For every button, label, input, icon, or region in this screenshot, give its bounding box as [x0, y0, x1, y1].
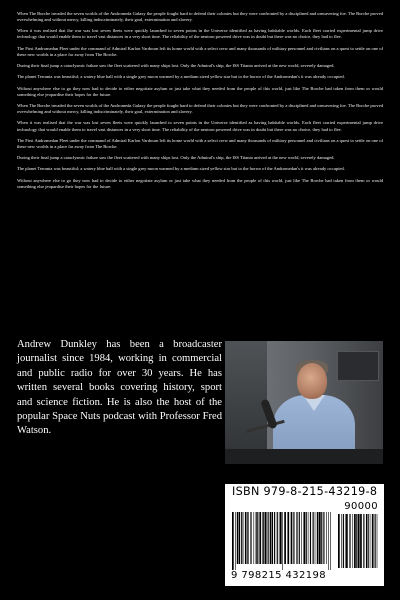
isbn-barcode [225, 484, 384, 586]
barcode-bar [254, 512, 255, 564]
barcode-bar [274, 512, 275, 564]
barcode-bar [346, 514, 348, 568]
barcode-bar [308, 512, 309, 564]
barcode-bar [315, 512, 316, 564]
barcode-bar [313, 512, 314, 564]
barcode-bar [256, 512, 257, 564]
barcode-bar [352, 514, 353, 568]
blurb-paragraph: When The Borche invaded the seven worlds of the Andromeda Galaxy the people fought hard to defend their colonies but they were confronted by a disciplined and unwavering foe. The Borche proved overwhelming and without mercy, killing indiscriminately, their goal, extermination and slavery. [17, 11, 383, 23]
barcode-bar [272, 512, 273, 564]
barcode-bar [291, 512, 293, 564]
blurb-paragraph: During their final jump a cataclysmic failure saw the fleet scattered with many ships lost. Only the Admiral's ship, the ISS Titania arrived at the new world, severely damaged. [17, 155, 335, 161]
barcode-bar [375, 514, 376, 568]
ean-barcode-bars [232, 512, 332, 570]
barcode-bar [356, 514, 357, 568]
barcode-bar [319, 512, 321, 564]
barcode-bar [354, 514, 356, 568]
barcode-bar [245, 512, 246, 564]
barcode-bar [241, 512, 242, 564]
barcode-bar [360, 514, 362, 568]
barcode-bar [277, 512, 278, 564]
price-addon-number: 90000 [344, 501, 378, 512]
barcode-bar [232, 512, 234, 570]
blurb-paragraph: The planet Terrania was beautiful; a watery blue ball with a single grey moon warmed by a medium sized yellow star but to the horror of the Andromedan's it was already occupied. [17, 166, 345, 172]
author-bio: Andrew Dunkley has been a broadcaster journalist since 1984, working in commercial and public radio for over 30 years. He has written several books covering history, sport and science fiction. He is also the host of the popular Space Nuts podcast with Professor Fred Watson. [17, 339, 222, 437]
barcode-bar [345, 514, 346, 568]
barcode-bar [280, 512, 282, 564]
photo-desk [225, 449, 383, 464]
barcode-bar [341, 514, 342, 568]
barcode-bar [257, 512, 258, 564]
barcode-bar [293, 512, 294, 564]
blurb-paragraph: Without anywhere else to go they now had to decide to either negotiate asylum or just take what they needed from the people of this world, just like The Borche had taken from them or would something else jeopardise their hopes for the future. [17, 85, 383, 97]
addon-barcode-bars [338, 514, 378, 574]
barcode-bar [250, 512, 251, 564]
photo-head [297, 363, 327, 399]
barcode-bar [235, 512, 236, 570]
blurb-paragraph: The First Andromedan Fleet under the command of Admiral Karlon Vardourn left its home world with a select crew and many thousands of military personnel and civilians on a quest to settle on one of these new worlds in a place far away from The Borche. [17, 45, 383, 57]
barcode-bar [270, 512, 272, 564]
barcode-bar [358, 514, 360, 568]
barcode-bar [282, 512, 283, 570]
barcode-bar [268, 512, 269, 564]
photo-monitor [337, 351, 379, 381]
barcode-bar [297, 512, 298, 564]
blurb-paragraph: Without anywhere else to go they now had to decide to either negotiate asylum or just take what they needed from the people of this world, just like The Borche had taken from them or would something else jeopardise their hopes for the future. [17, 177, 383, 189]
barcode-bar [306, 512, 307, 564]
barcode-bar [317, 512, 319, 564]
barcode-bar [303, 512, 305, 564]
blurb-paragraph: During their final jump a cataclysmic failure saw the fleet scattered with many ships lost. Only the Admiral's ship, the ISS Titania arrived at the new world, severely damaged. [17, 63, 335, 69]
barcode-bar [259, 512, 261, 564]
blurb-paragraph: When it was realised that the war was lost seven fleets were quickly launched to seven points in the Universe identified as having habitable worlds. Each fleet carried experimental jump drive technology that would enable them to travel vast distances in a very short time. The reliability of the neutron powered drive was in doubt but there was no choice, they had to flee. [17, 28, 383, 40]
blurb-paragraph: When The Borche invaded the seven worlds of the Andromeda Galaxy the people fought hard to defend their colonies but they were confronted by a disciplined and unwavering foe. The Borche proved overwhelming and without mercy, killing indiscriminately, their goal, extermination and slavery. [17, 103, 383, 115]
barcode-bar [323, 512, 324, 564]
barcode-bar [247, 512, 248, 564]
barcode-bar [372, 514, 374, 568]
barcode-bar [301, 512, 302, 564]
barcode-bar [326, 512, 327, 564]
barcode-bar [370, 514, 371, 568]
barcode-digits: 9 798215 432198 [231, 570, 327, 581]
barcode-bar [287, 512, 289, 564]
barcode-bar [296, 512, 297, 564]
barcode-bar [284, 512, 286, 564]
barcode-bar [343, 514, 344, 568]
barcode-bar [330, 512, 331, 570]
barcode-bar [349, 514, 350, 568]
barcode-bar [248, 512, 249, 564]
barcode-bar [251, 512, 252, 564]
barcode-bar [377, 514, 378, 568]
barcode-bar [237, 512, 239, 564]
barcode-bar [363, 514, 364, 568]
author-photo [225, 341, 383, 464]
barcode-bar [279, 512, 280, 564]
barcode-bar [338, 514, 340, 568]
barcode-bar [350, 514, 351, 568]
blurb-paragraph: The First Andromedan Fleet under the command of Admiral Karlon Vardourn left its home world with a select crew and many thousands of military personnel and civilians on a quest to settle on one of these new worlds in a place far away from The Borche. [17, 137, 383, 149]
barcode-bar [366, 514, 367, 568]
isbn-label: ISBN 979-8-215-43219-8 [232, 485, 378, 498]
barcode-bar [243, 512, 244, 564]
barcode-bar [239, 512, 240, 564]
barcode-bar [328, 512, 329, 570]
barcode-bar [299, 512, 300, 564]
blurb-text [17, 11, 383, 195]
barcode-bar [265, 512, 267, 564]
barcode-bar [263, 512, 264, 564]
blurb-paragraph: The planet Terrania was beautiful; a watery blue ball with a single grey moon warmed by a medium sized yellow star but to the horror of the Andromedan's it was already occupied. [17, 74, 345, 80]
blurb-paragraph: When it was realised that the war was lost seven fleets were quickly launched to seven points in the Universe identified as having habitable worlds. Each fleet carried experimental jump drive technology that would enable them to travel vast distances in a very short time. The reliability of the neutron powered drive was in doubt but there was no choice, they had to flee. [17, 120, 383, 132]
barcode-bar [321, 512, 322, 564]
barcode-bar [310, 512, 311, 564]
barcode-bar [262, 512, 263, 564]
barcode-bar [368, 514, 369, 568]
